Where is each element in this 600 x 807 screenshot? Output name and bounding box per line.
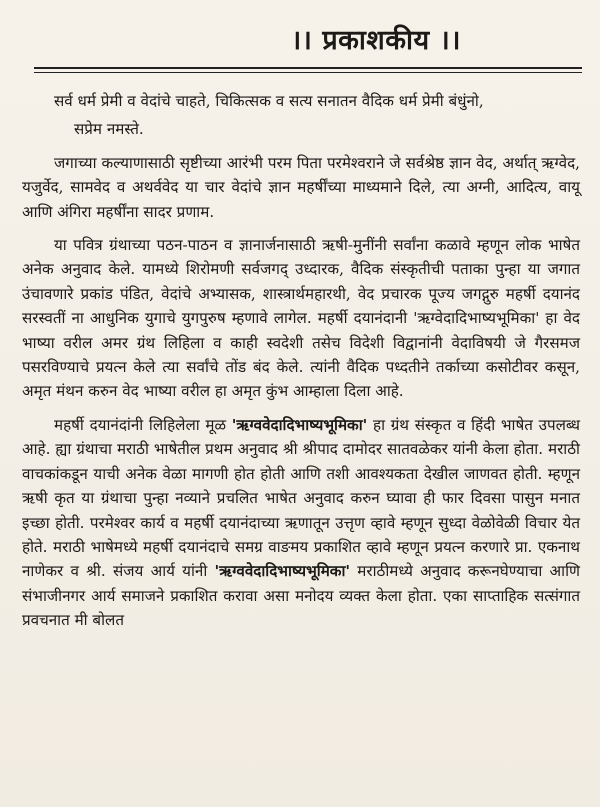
- paragraph-2: या पवित्र ग्रंथाच्या पठन-पाठन व ज्ञानार्जनासाठी ऋषी-मुनींनी सर्वांना कळावे म्हणून लोक भाषेत अनेक अनुवाद केले. यामध्ये शिरोमणी सर्वजगद् उध्दारक, वैदिक संस्कृतीची पताका पुन्हा या जगात उंचावणारे प्रकांड पंडित, वेदांचे अभ्यासक, शास्त्रार्थमहारथी, वेद प्रचारक पूज्य जगद्गुरु महर्षी दयानंद सरस्वतीं ना आधुनिक युगाचे युगपुरुष म्हणावे लागेल. महर्षी दयानंदानी 'ऋग्वेदादिभाष्यभूमिका' हा वेद भाष्या वरील अमर ग्रंथ लिहिला व काही स्वदेशी तसेच विदेशी विद्वानांनी वेदाविषयी जे गैरसमज पसरविण्याचे प्रयत्न केले त्या सर्वांचे तोंड बंद केले. त्यांनी वैदिक पध्दतीने तर्काच्या कसोटीवर कसून, अमृत मंथन करुन वेद भाष्या वरील हा अमृत कुंभ आम्हाला दिला आहे.: [22, 236, 580, 401]
- greeting-line: सर्व धर्म प्रेमी व वेदांचे चाहते, चिकित्सक व सत्य सनातन वैदिक धर्म प्रेमी बंधुंनो,: [54, 92, 484, 110]
- book-title-bold-2: 'ऋग्ववेदादिभाष्यभूमिका': [214, 562, 351, 581]
- book-title-bold-1: 'ऋग्ववेदादिभाष्यभूमिका': [231, 415, 368, 434]
- paragraph-3-part-b: हा ग्रंथ संस्कृत व हिंदी भाषेत उपलब्ध आहे. ह्या ग्रंथाचा मराठी भाषेतील प्रथम अनुवाद श्री श्रीपाद दामोदर सातवळेकर यांनी केला होता. मराठी वाचकांकडून याची अनेक वेळा मागणी होत होती आणि तशी आवश्यकता देखील जाणवत होती. म्हणून ऋषी कृत या ग्रंथाचा पुन्हा नव्याने प्रचलित भाषेत अनुवाद करुन घ्यावा ही फार दिवसा पासुन मनात इच्छा होती. परमेश्वर कार्य व महर्षी दयानंदाच्या ऋणातून उत्तृण व्हावे म्हणून सुध्दा वेळोवेळी विचार येत होते. मराठी भाषेमध्ये महर्षी दयानंदाचे समग्र वाङमय प्रकाशित व्हावे म्हणून प्रयत्न करणारे प्रा. एकनाथ नाणेकर व श्री. संजय आर्य यांनी: [22, 415, 580, 581]
- salutation-line: सप्रेम नमस्ते.: [74, 120, 144, 139]
- page-title: ।। प्रकाशकीय ।।: [290, 25, 462, 56]
- paragraph-3: [22, 413, 580, 633]
- paragraph-1: जगाच्या कल्याणासाठी सृष्टीच्या आरंभी परम पिता परमेश्वराने जे सर्वश्रेष्ठ ज्ञान वेद, अर्थात् ऋग्वेद, यजुर्वेद, सामवेद व अथर्ववेद या चार वेदांचे ज्ञान महर्षींच्या माध्यमाने दिले, त्या अग्नी, आदित्य, वायू आणि अंगिरा महर्षींना सादर प्रणाम.: [22, 153, 580, 221]
- document-body: [22, 89, 580, 633]
- title-divider: [34, 67, 582, 73]
- paragraph-3-part-a: महर्षी दयानंदांनी लिहिलेला मूळ: [54, 415, 232, 434]
- paragraph-3-part-c: मराठीमध्ये अनुवाद करूनघेण्याचा आणि संभाजीनगर आर्य समाजने प्रकाशित करावा असा मनोदय व्यक्त केला होता. एका साप्ताहिक सत्संगात प्रवचनात मी बोलत: [22, 562, 580, 630]
